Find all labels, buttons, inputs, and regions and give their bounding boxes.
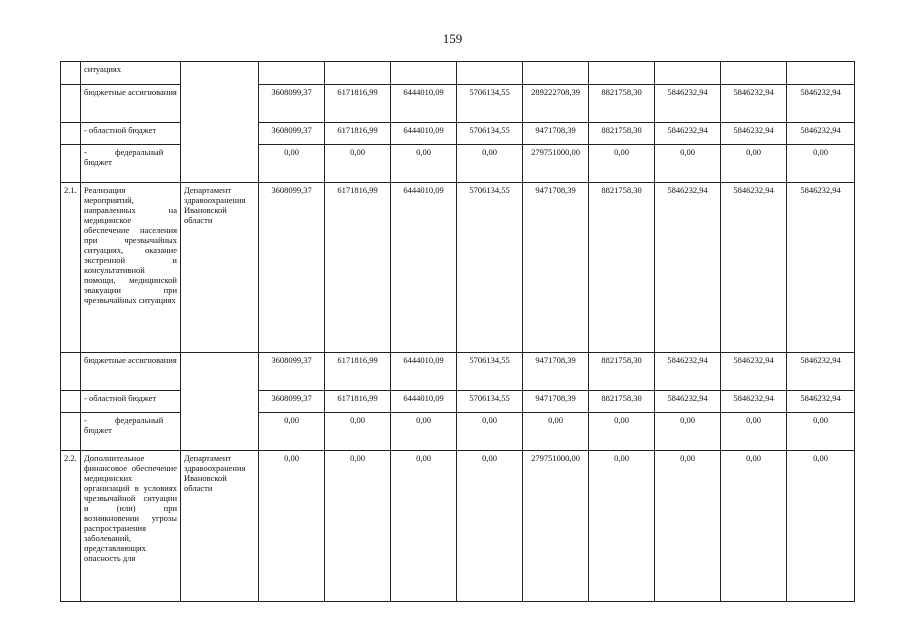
amount-cell: 8821758,30 — [589, 353, 655, 391]
amount-cell: 3608099,37 — [259, 183, 325, 353]
responsible-executor-cell: Департамент здравоохранения Ивановской области — [181, 451, 259, 602]
amount-cell: 5846232,94 — [655, 85, 721, 123]
amount-cell: 0,00 — [259, 413, 325, 451]
amount-cell: 0,00 — [787, 451, 855, 602]
amount-cell: 9471708,39 — [523, 391, 589, 413]
table-row — [61, 183, 855, 353]
row-label-cell — [81, 353, 181, 391]
row-number-cell: 2.1. — [61, 183, 81, 353]
row-number-cell — [61, 145, 81, 183]
row-number-cell — [61, 413, 81, 451]
amount-cell: 0,00 — [787, 413, 855, 451]
amount-cell — [655, 62, 721, 85]
table-row — [61, 391, 855, 413]
amount-cell: 5846232,94 — [787, 85, 855, 123]
amount-cell: 0,00 — [391, 145, 457, 183]
row-label-text: бюджетные ассигнования — [84, 87, 177, 97]
row-label-text: федеральный бюджет — [84, 147, 164, 167]
table-row — [61, 85, 855, 123]
row-label-cell — [81, 413, 181, 451]
amount-cell: 6171816,99 — [325, 183, 391, 353]
row-label-cell — [81, 85, 181, 123]
row-number-cell — [61, 123, 81, 145]
amount-cell: 3608099,37 — [259, 123, 325, 145]
row-number-cell: 2.2. — [61, 451, 81, 602]
amount-cell: 0,00 — [325, 451, 391, 602]
amount-cell: 6444010,09 — [391, 183, 457, 353]
amount-cell: 5846232,94 — [721, 123, 787, 145]
amount-cell: 0,00 — [589, 145, 655, 183]
amount-cell: 3608099,37 — [259, 391, 325, 413]
row-number-cell — [61, 353, 81, 391]
amount-cell: 0,00 — [523, 413, 589, 451]
row-label-cell — [81, 62, 181, 85]
amount-cell: 0,00 — [259, 451, 325, 602]
amount-cell: 8821758,30 — [589, 183, 655, 353]
amount-cell: 279751000,00 — [523, 451, 589, 602]
responsible-executor-cell: Департамент здравоохранения Ивановской области — [181, 183, 259, 353]
row-label-cell — [81, 391, 181, 413]
row-label-prefix: - — [84, 147, 87, 157]
amount-cell: 0,00 — [391, 451, 457, 602]
row-label-text: федеральный бюджет — [84, 415, 164, 435]
amount-cell: 5846232,94 — [787, 353, 855, 391]
table-row — [61, 123, 855, 145]
table-row — [61, 451, 855, 602]
row-label-prefix: - — [84, 415, 87, 425]
amount-cell: 0,00 — [655, 413, 721, 451]
amount-cell: 6444010,09 — [391, 123, 457, 145]
amount-cell: 9471708,39 — [523, 353, 589, 391]
amount-cell: 5846232,94 — [721, 183, 787, 353]
amount-cell: 6171816,99 — [325, 353, 391, 391]
amount-cell: 3608099,37 — [259, 353, 325, 391]
row-label-text: - областной бюджет — [84, 125, 157, 135]
row-label-text: Реализация мероприятий, направленных на медицинское обеспечение населения при чрезвычайных ситуациях, оказание экстренной и консультативной помощи, медицинской эвакуации при чрезвычайных ситуациях — [84, 185, 177, 305]
amount-cell: 5706134,55 — [457, 123, 523, 145]
responsible-executor-cell — [181, 62, 259, 183]
amount-cell — [457, 62, 523, 85]
amount-cell: 8821758,30 — [589, 85, 655, 123]
amount-cell: 8821758,30 — [589, 391, 655, 413]
row-number-cell — [61, 391, 81, 413]
row-number-cell — [61, 85, 81, 123]
amount-cell: 0,00 — [721, 145, 787, 183]
amount-cell — [259, 62, 325, 85]
amount-cell: 0,00 — [589, 451, 655, 602]
amount-cell: 5706134,55 — [457, 85, 523, 123]
amount-cell: 0,00 — [721, 413, 787, 451]
amount-cell: 0,00 — [787, 145, 855, 183]
amount-cell: 6444010,09 — [391, 353, 457, 391]
amount-cell: 0,00 — [457, 145, 523, 183]
amount-cell: 6171816,99 — [325, 123, 391, 145]
amount-cell: 8821758,30 — [589, 123, 655, 145]
amount-cell: 0,00 — [457, 451, 523, 602]
row-label-cell — [81, 451, 181, 602]
amount-cell: 0,00 — [325, 145, 391, 183]
amount-cell — [787, 62, 855, 85]
amount-cell — [523, 62, 589, 85]
row-number-cell — [61, 62, 81, 85]
amount-cell: 289222708,39 — [523, 85, 589, 123]
page-number: 159 — [442, 31, 463, 46]
table-row — [61, 145, 855, 183]
amount-cell — [721, 62, 787, 85]
amount-cell: 5846232,94 — [721, 85, 787, 123]
amount-cell: 9471708,39 — [523, 123, 589, 145]
amount-cell: 5846232,94 — [721, 391, 787, 413]
row-label-cell — [81, 183, 181, 353]
row-label-cell — [81, 145, 181, 183]
amount-cell: 0,00 — [259, 145, 325, 183]
row-label-text: - областной бюджет — [84, 393, 157, 403]
amount-cell: 6444010,09 — [391, 391, 457, 413]
amount-cell: 9471708,39 — [523, 183, 589, 353]
amount-cell: 0,00 — [721, 451, 787, 602]
budget-table — [60, 61, 855, 602]
responsible-executor-cell — [181, 353, 259, 451]
amount-cell — [391, 62, 457, 85]
amount-cell: 5706134,55 — [457, 353, 523, 391]
amount-cell — [325, 62, 391, 85]
amount-cell: 5846232,94 — [655, 183, 721, 353]
amount-cell: 0,00 — [391, 413, 457, 451]
table-row — [61, 413, 855, 451]
table-row — [61, 62, 855, 85]
amount-cell: 0,00 — [655, 451, 721, 602]
row-label-text: бюджетные ассигнования — [84, 355, 177, 365]
amount-cell: 6171816,99 — [325, 85, 391, 123]
amount-cell: 5846232,94 — [787, 123, 855, 145]
amount-cell — [589, 62, 655, 85]
amount-cell: 279751000,00 — [523, 145, 589, 183]
amount-cell: 0,00 — [589, 413, 655, 451]
amount-cell: 5846232,94 — [655, 123, 721, 145]
row-label-cell — [81, 123, 181, 145]
amount-cell: 5706134,55 — [457, 183, 523, 353]
amount-cell: 0,00 — [457, 413, 523, 451]
row-label-text: ситуациях — [84, 64, 122, 74]
amount-cell: 5846232,94 — [787, 391, 855, 413]
amount-cell: 6444010,09 — [391, 85, 457, 123]
amount-cell: 3608099,37 — [259, 85, 325, 123]
amount-cell: 0,00 — [655, 145, 721, 183]
table-body — [61, 62, 855, 602]
amount-cell: 5846232,94 — [655, 391, 721, 413]
amount-cell: 5706134,55 — [457, 391, 523, 413]
amount-cell: 6171816,99 — [325, 391, 391, 413]
amount-cell: 5846232,94 — [787, 183, 855, 353]
amount-cell: 5846232,94 — [655, 353, 721, 391]
row-label-text: Дополнительное финансовое обеспечение медицинских организаций в условиях чрезвычайной ситуации и (или) при возникновении угрозы распространения заболеваний, представляющих опасность для — [84, 453, 177, 563]
table-row — [61, 353, 855, 391]
amount-cell: 5846232,94 — [721, 353, 787, 391]
amount-cell: 0,00 — [325, 413, 391, 451]
